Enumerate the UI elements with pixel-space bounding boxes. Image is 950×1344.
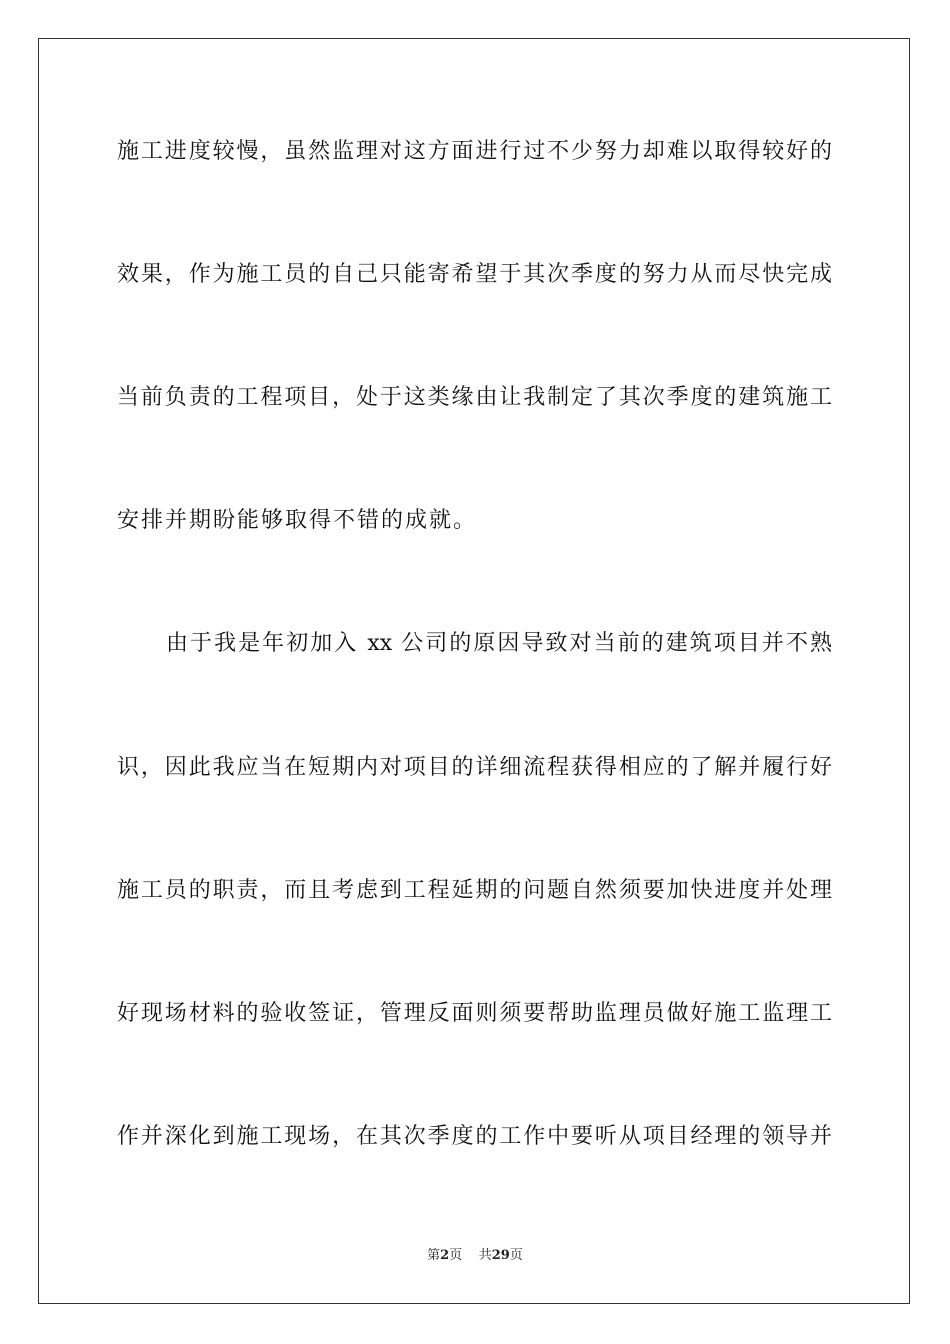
total-pages-suffix: 页 (509, 1248, 523, 1263)
page-border (38, 38, 910, 1304)
page-number-prefix: 第 (427, 1248, 441, 1263)
body-text-line: 施工员的职责，而且考虑到工程延期的问题自然须要加快进度并处理 (117, 878, 832, 903)
body-text-line: 安排并期盼能够取得不错的成就。 (117, 508, 478, 533)
body-text-line: 施工进度较慢，虽然监理对这方面进行过不少努力却难以取得较好的 (117, 139, 832, 164)
page-footer (0, 1247, 950, 1265)
body-text-line: 当前负责的工程项目，处于这类缘由让我制定了其次季度的建筑施工 (117, 385, 832, 410)
body-text-line: 作并深化到施工现场，在其次季度的工作中要听从项目经理的领导并 (117, 1124, 832, 1149)
total-page-count: 29 (491, 1248, 510, 1263)
body-text-line: 由于我是年初加入 xx 公司的原因导致对当前的建筑项目并不熟 (166, 631, 832, 656)
body-text-line: 识，因此我应当在短期内对项目的详细流程获得相应的了解并履行好 (117, 755, 832, 780)
body-text-line: 好现场材料的验收签证，管理反面则须要帮助监理员做好施工监理工 (117, 1001, 832, 1026)
current-page-number: 2 (440, 1248, 450, 1263)
page-number-suffix: 页 (449, 1248, 463, 1263)
total-pages-prefix: 共 (478, 1248, 492, 1263)
body-text-line: 效果，作为施工员的自己只能寄希望于其次季度的努力从而尽快完成 (117, 262, 832, 287)
